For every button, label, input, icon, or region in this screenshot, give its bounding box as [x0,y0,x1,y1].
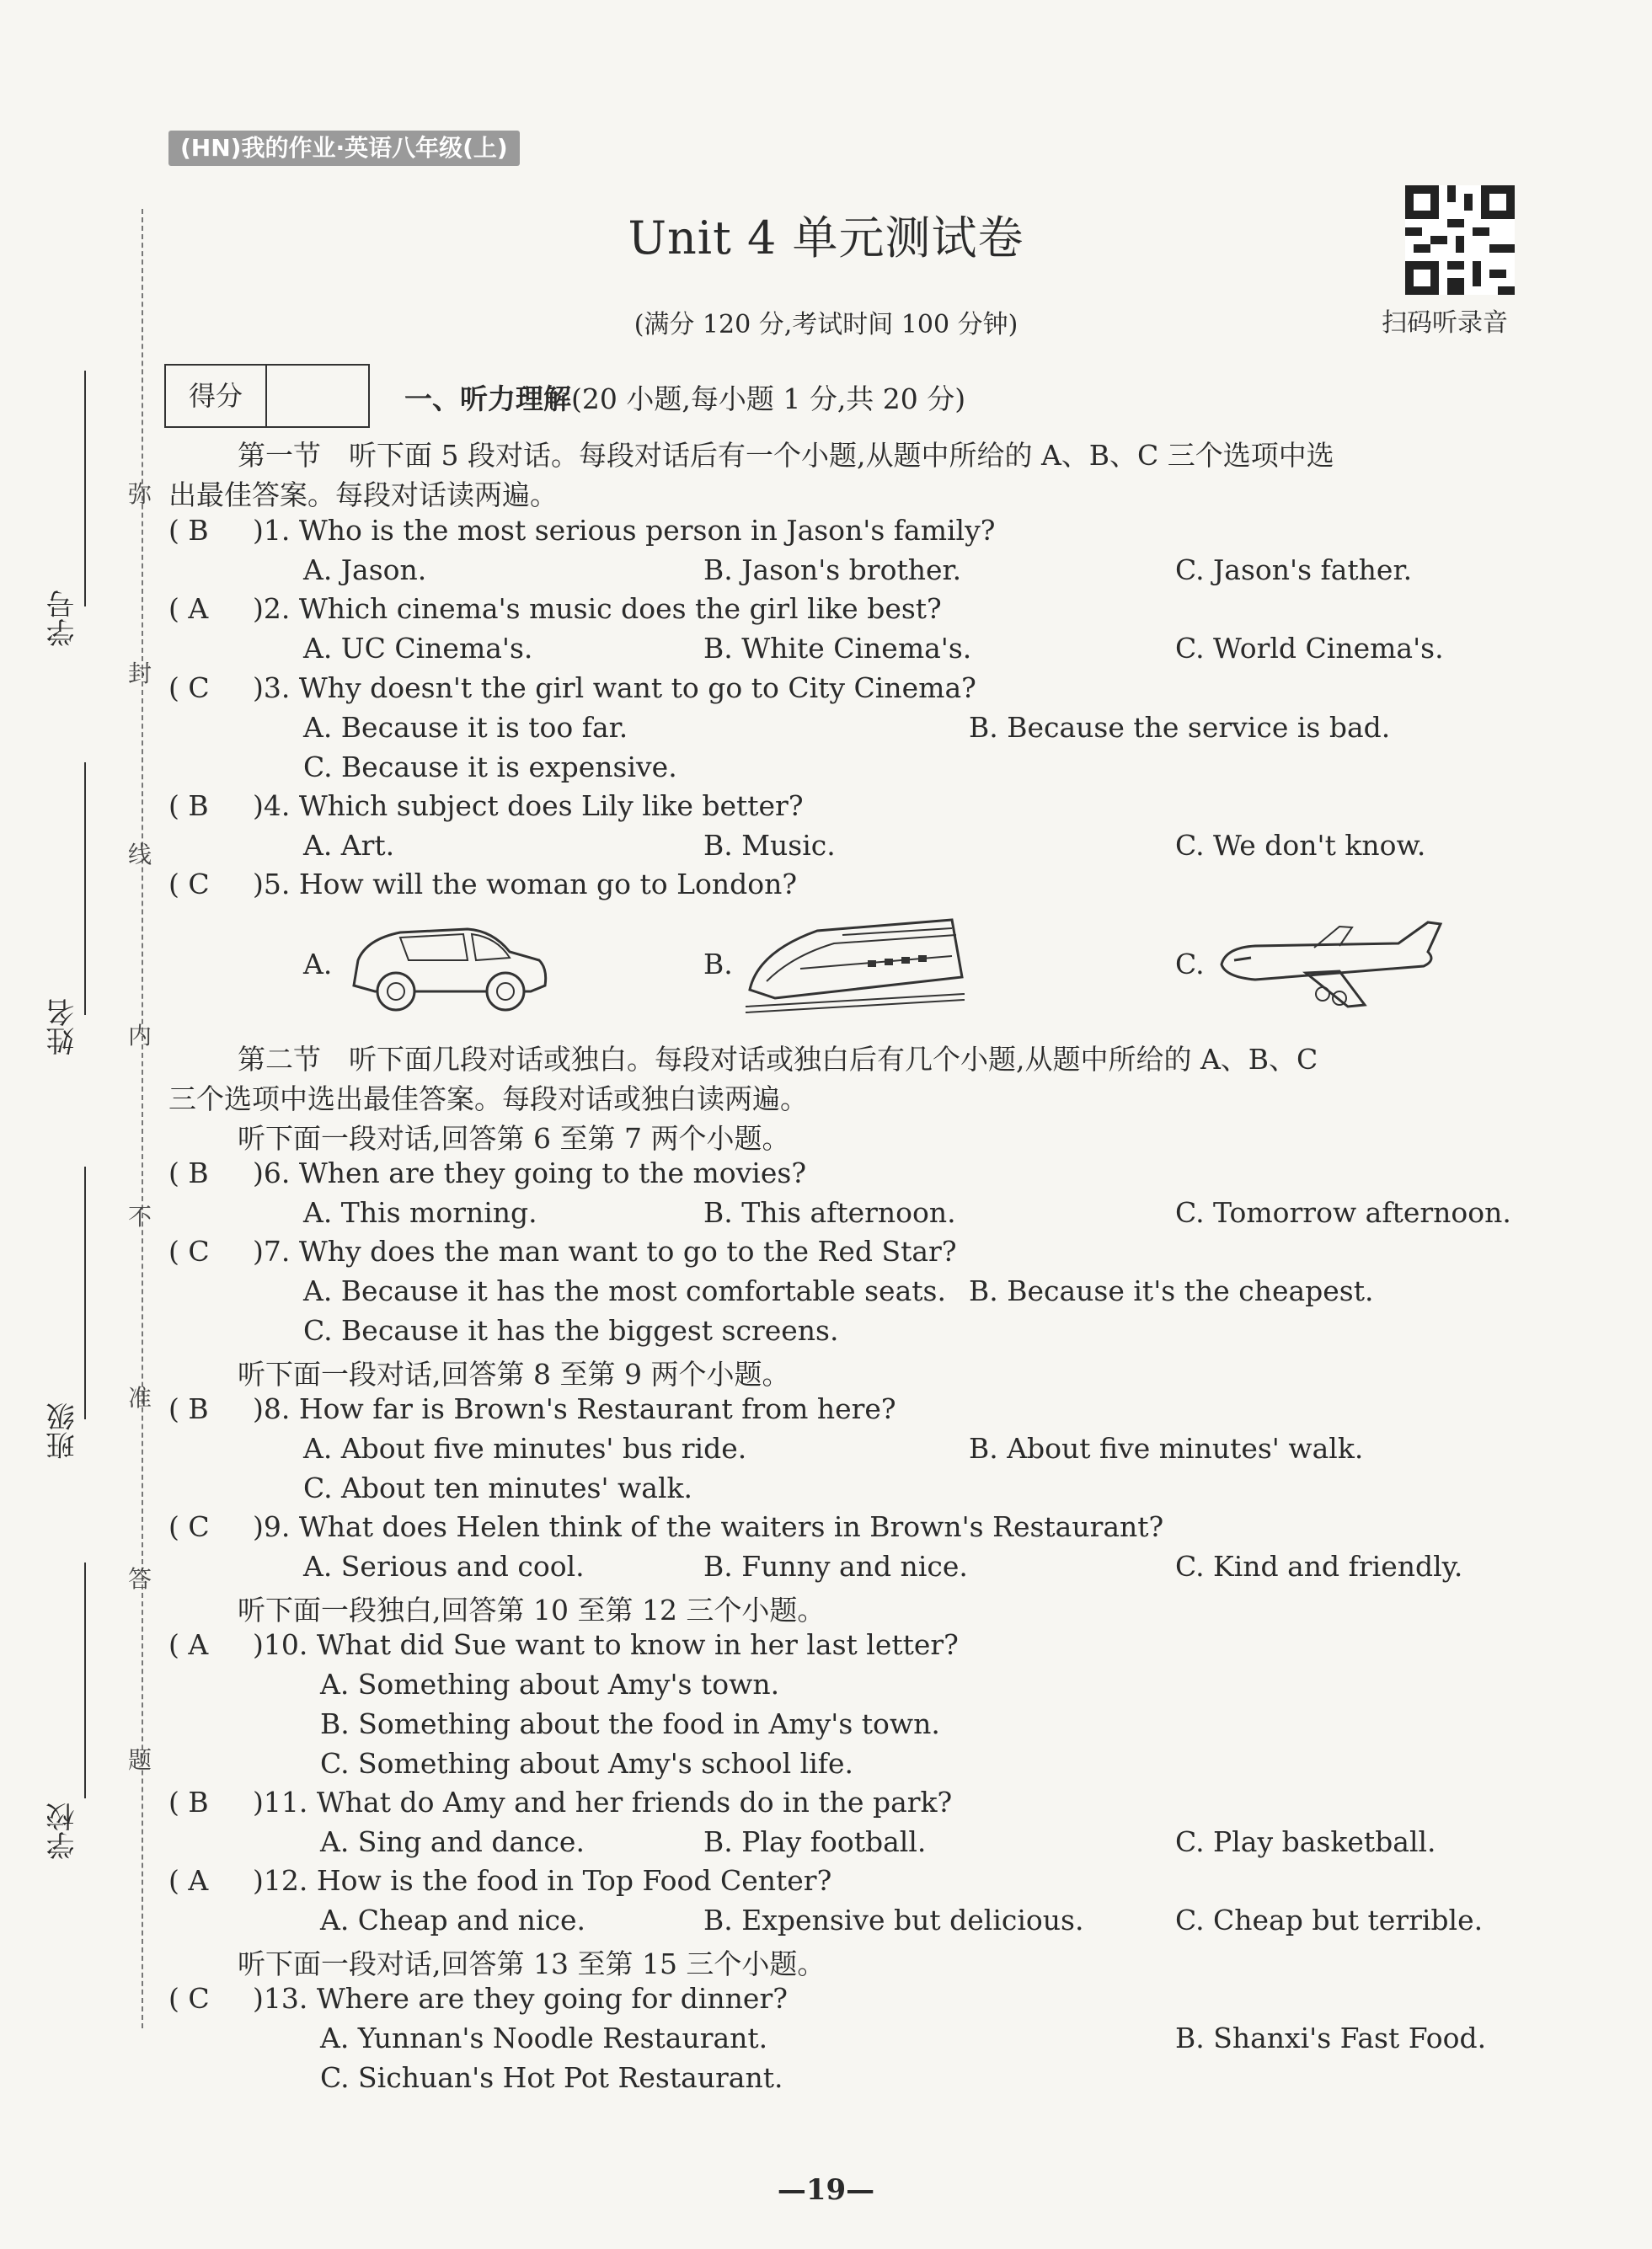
answer-mark: ( A [168,592,209,625]
question-row [168,671,976,704]
answer-mark: ( C [168,868,210,900]
answer-mark: ( C [168,671,210,704]
option-b: B. Funny and nice. [703,1550,968,1583]
question-text: )7. Why does the man want to go to the Red Star? [253,1235,957,1268]
option-c: C. Tomorrow afternoon. [1175,1196,1511,1229]
option-b: B. Shanxi's Fast Food. [1175,2022,1487,2054]
answer-mark: ( B [168,1786,209,1819]
listening-instruction: 听下面一段对话,回答第 8 至第 9 两个小题。 [238,1358,790,1391]
option-a: A. Sing and dance. [320,1825,585,1858]
option-c: C. Because it is expensive. [303,751,677,783]
option-b: B. Because the service is bad. [969,711,1391,744]
question-text: )1. Who is the most serious person in Jason's family? [253,514,996,547]
question-row [168,592,942,625]
margin-line-student-id [84,371,86,606]
question-text: )6. When are they going to the movies? [253,1157,807,1189]
seal-char: 题 [128,1746,152,1774]
margin-label-school: 学校 [46,1803,80,1860]
question-row [168,868,797,900]
score-box [164,364,370,428]
question-text: )12. How is the food in Top Food Center? [253,1864,832,1897]
question-text: )4. Which subject does Lily like better? [253,789,804,822]
qr-caption: 扫码听录音 [1382,308,1508,338]
option-b: B. Because it's the cheapest. [969,1274,1374,1307]
question-row [168,1628,959,1661]
answer-mark: ( C [168,1982,210,2015]
question-row [168,1157,806,1189]
score-label: 得分 [166,366,267,426]
seal-char: 准 [128,1384,152,1412]
option-c: C. Jason's father. [1175,553,1413,586]
option-a: A. Cheap and nice. [320,1904,585,1936]
question-text: )13. Where are they going for dinner? [253,1982,788,2015]
train-icon [741,910,969,1019]
page-title: Unit 4 单元测试卷 [628,211,1024,264]
part2-instruction-line2: 三个选项中选出最佳答案。每段对话或独白读两遍。 [168,1082,808,1115]
page-subtitle: (满分 120 分,考试时间 100 分钟) [634,310,1018,339]
option-a: A. Art. [303,829,395,862]
option-b: B. Music. [703,829,836,862]
option-b: B. Jason's brother. [703,553,962,586]
section-heading-note: (20 小题,每小题 1 分,共 20 分) [571,382,966,415]
option-a: A. This morning. [303,1196,537,1229]
answer-mark: ( A [168,1628,209,1661]
listening-instruction: 听下面一段对话,回答第 6 至第 7 两个小题。 [238,1122,790,1155]
airplane-icon [1213,914,1449,1019]
option-a: A. Serious and cool. [303,1550,585,1583]
part1-instruction-line2: 出最佳答案。每段对话读两遍。 [168,478,558,511]
question-row [168,1982,788,2015]
answer-mark: ( B [168,1392,209,1425]
margin-label-name: 姓名 [46,998,80,1055]
option-c: C. Because it has the biggest screens. [303,1314,839,1347]
question-row [168,1510,1163,1543]
option-a: A. Jason. [303,553,427,586]
option-b: B. Expensive but delicious. [703,1904,1084,1936]
section-heading-title: 一、听力理解 [404,382,571,415]
question-text: )11. What do Amy and her friends do in the park? [253,1786,953,1819]
seal-char: 封 [128,660,152,687]
option-b: B. This afternoon. [703,1196,956,1229]
listening-instruction: 听下面一段独白,回答第 10 至第 12 三个小题。 [238,1594,826,1627]
option-b: B. [703,948,733,980]
option-c: C. [1175,948,1205,980]
seal-char: 线 [128,841,152,868]
car-icon [341,914,552,1019]
question-row [168,1392,896,1425]
part1-instruction-line1: 第一节 听下面 5 段对话。每段对话后有一个小题,从题中所给的 A、B、C 三个选项中选 [238,439,1334,472]
question-row [168,514,995,547]
answer-mark: ( A [168,1864,209,1897]
option-b: B. White Cinema's. [703,632,972,665]
option-c: C. Kind and friendly. [1175,1550,1463,1583]
margin-label-class: 班级 [46,1402,80,1460]
seal-char: 答 [128,1565,152,1593]
seal-char: 内 [128,1022,152,1050]
question-row [168,789,804,822]
answer-mark: ( B [168,1157,209,1189]
margin-line-class [84,1167,86,1419]
question-row [168,1786,952,1819]
option-c: C. About ten minutes' walk. [303,1472,693,1504]
option-c: C. Something about Amy's school life. [320,1747,854,1780]
score-blank[interactable] [267,366,368,426]
option-a: A. Something about Amy's town. [320,1668,780,1701]
question-text: )5. How will the woman go to London? [253,868,798,900]
margin-line-school [84,1563,86,1798]
answer-mark: ( B [168,789,209,822]
margin-label-student-id: 学号 [46,590,80,647]
option-b: B. Play football. [703,1825,927,1858]
option-a: A. UC Cinema's. [303,632,533,665]
question-text: )10. What did Sue want to know in her last letter? [253,1628,959,1661]
seal-char: 弥 [128,480,152,508]
question-text: )2. Which cinema's music does the girl like best? [253,592,942,625]
question-text: )3. Why doesn't the girl want to go to City Cinema? [253,671,976,704]
option-a: A. About five minutes' bus ride. [303,1432,747,1465]
option-a: A. Yunnan's Noodle Restaurant. [320,2022,768,2054]
answer-mark: ( B [168,514,209,547]
listening-instruction: 听下面一段对话,回答第 13 至第 15 三个小题。 [238,1947,826,1980]
option-a: A. Because it has the most comfortable seats. [303,1274,946,1307]
option-a: A. [303,948,333,980]
question-row [168,1864,831,1897]
option-c: C. World Cinema's. [1175,632,1444,665]
seal-char: 不 [128,1203,152,1231]
option-c: C. Sichuan's Hot Pot Restaurant. [320,2061,783,2094]
question-text: )8. How far is Brown's Restaurant from here? [253,1392,896,1425]
series-banner: (HN)我的作业·英语八年级(上) [168,131,520,166]
margin-line-name [84,762,86,1015]
option-a: A. Because it is too far. [303,711,628,744]
option-c: C. Cheap but terrible. [1175,1904,1484,1936]
part2-instruction-line1: 第二节 听下面几段对话或独白。每段对话或独白后有几个小题,从题中所给的 A、B、C [238,1043,1318,1076]
page-number: —19— [777,2173,875,2207]
answer-mark: ( C [168,1510,210,1543]
question-row [168,1235,957,1268]
option-c: C. Play basketball. [1175,1825,1436,1858]
option-b: B. About five minutes' walk. [969,1432,1364,1465]
question-text: )9. What does Helen think of the waiters in Brown's Restaurant? [253,1510,1164,1543]
qr-code-icon[interactable] [1405,185,1515,295]
option-b: B. Something about the food in Amy's town. [320,1707,940,1740]
answer-mark: ( C [168,1235,210,1268]
option-c: C. We don't know. [1175,829,1426,862]
section-heading [404,377,965,417]
